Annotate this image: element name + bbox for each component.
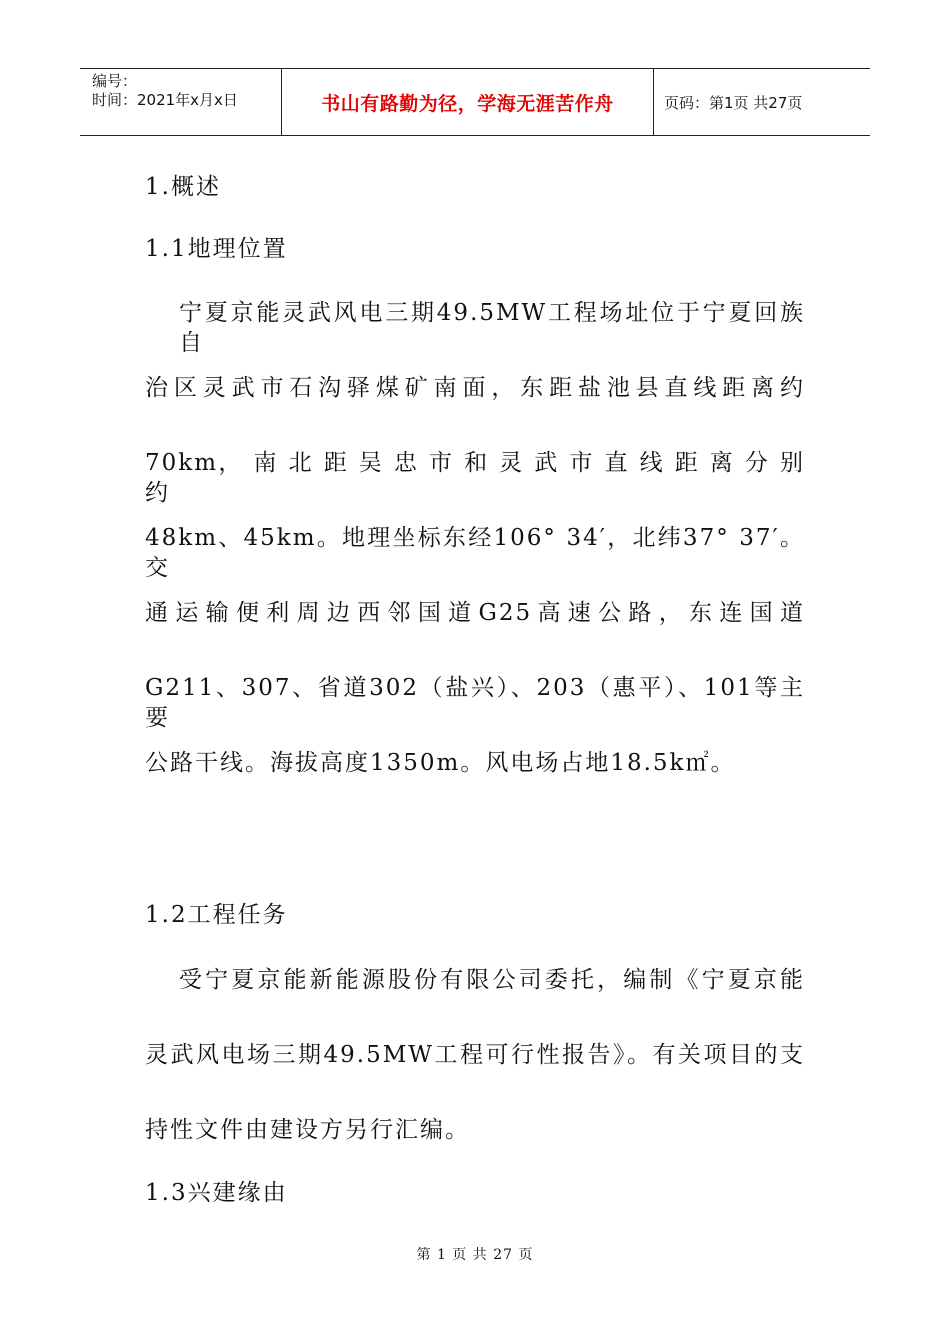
- page-footer: 第 1 页 共 27 页: [416, 1247, 534, 1263]
- header-page-info: 页码：第1页 共27页: [664, 93, 803, 112]
- paragraph-line: 通运输便利周边西邻国道G25高速公路，东连国道: [145, 600, 805, 626]
- paragraph-line: 受宁夏京能新能源股份有限公司委托，编制《宁夏京能: [179, 967, 805, 993]
- paragraph-line: G211、307、省道302（盐兴）、203（惠平）、101等主要: [145, 675, 805, 731]
- document-time: 时间：2021年x月x日: [92, 91, 238, 109]
- paragraph-line: 70km， 南 北 距 吴 忠 市 和 灵 武 市 直 线 距 离 分 别 约: [145, 450, 805, 506]
- section-heading-overview: 1.概述: [145, 174, 221, 200]
- document-code-label: 编号：: [92, 72, 138, 90]
- header-meta: [80, 69, 282, 135]
- paragraph-line: 公路干线。海拔高度1350m。风电场占地18.5k㎡。: [145, 750, 736, 776]
- header-motto: 书山有路勤为径，学海无涯苦作舟: [282, 69, 654, 135]
- page-header: [80, 68, 870, 136]
- section-heading-location: 1.1地理位置: [145, 236, 288, 262]
- paragraph-line: 治区灵武市石沟驿煤矿南面，东距盐池县直线距离约: [145, 375, 805, 401]
- paragraph-line: 持性文件由建设方另行汇编。: [145, 1117, 470, 1143]
- section-heading-reason: 1.3兴建缘由: [145, 1180, 288, 1206]
- paragraph-line: 48km、45km。地理坐标东经106° 34′，北纬37° 37′。交: [145, 525, 805, 581]
- section-heading-task: 1.2工程任务: [145, 902, 288, 928]
- paragraph-line: 灵武风电场三期49.5MW工程可行性报告》。有关项目的支: [145, 1042, 805, 1068]
- paragraph-line: 宁夏京能灵武风电三期49.5MW工程场址位于宁夏回族自: [179, 300, 805, 356]
